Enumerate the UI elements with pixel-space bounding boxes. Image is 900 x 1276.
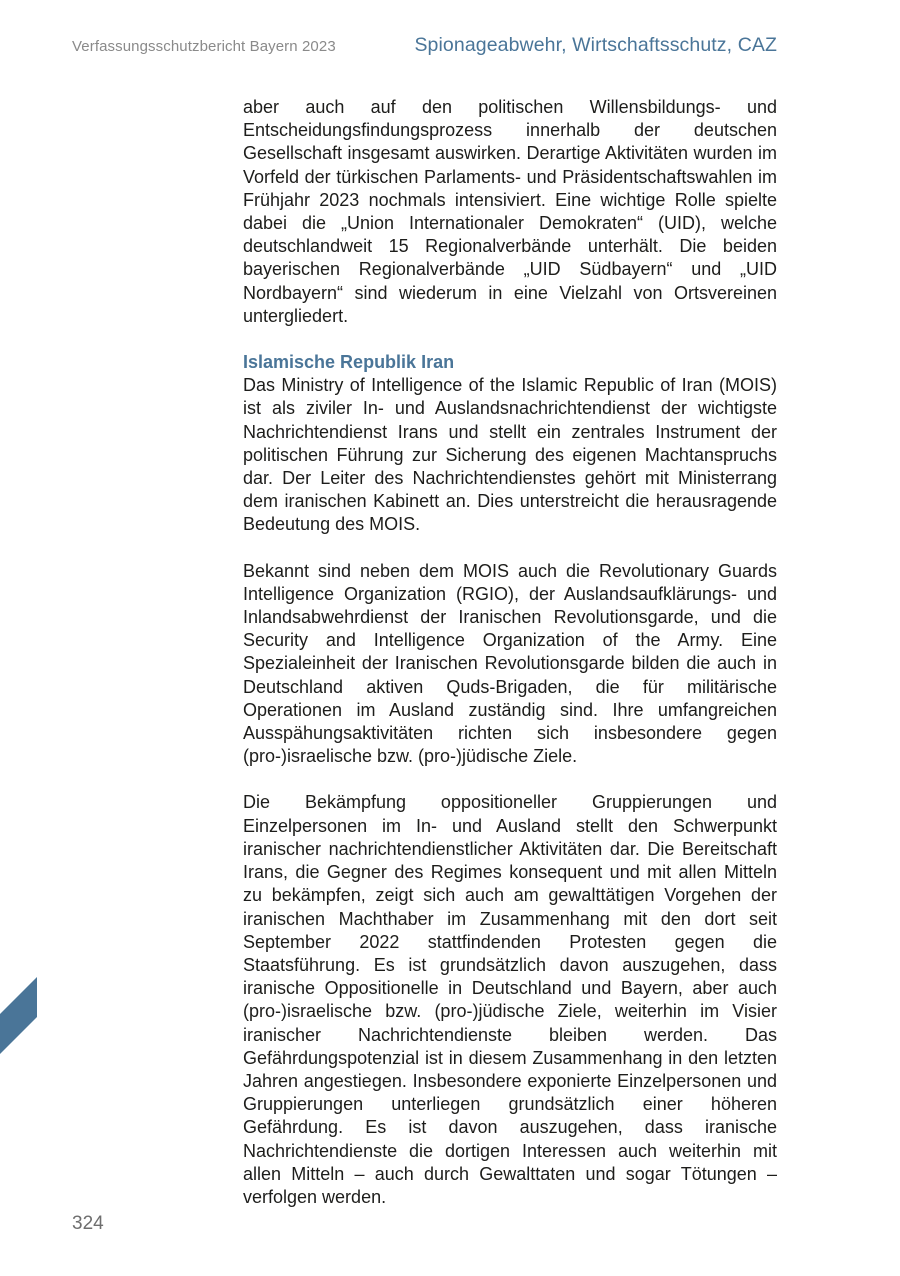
paragraph-rgio: Bekannt sind neben dem MOIS auch die Revolutionary Guards Intelligence Organization (RGIO), der Auslandsaufklärungs- und Inlandsabwehrdienst der Iranischen Revolutionsgarde, und die Security and Intelligence Organization of the Army. Eine Spezialeinheit der Iranischen Revolutionsgarde bilden die auch in Deutschland aktiven Quds-Brigaden, die für militärische Operationen im Ausland zuständig sind. Ihre umfangreichen Ausspähungsaktivitäten richten sich insbesondere gegen (pro-)israelische bzw. (pro-)jüdische Ziele. [243,560,777,767]
paragraph-intro: aber auch auf den politischen Willensbildungs- und Entscheidungsfindungsprozess innerhalb der deutschen Gesellschaft insgesamt auswirken. Derartige Aktivitäten wurden im Vorfeld der türkischen Parlaments- und Präsidentschaftswahlen im Frühjahr 2023 nochmals intensiviert. Eine wichtige Rolle spielte dabei die „Union Internationaler Demokraten“ (UID), welche deutschlandweit 15 Regionalverbände unterhält. Die beiden bayerischen Regionalverbände „UID Südbayern“ und „UID Nordbayern“ sind wiederum in eine Vielzahl von Ortsvereinen untergliedert. [243,97,777,326]
paragraph-opposition: Die Bekämpfung oppositioneller Gruppierungen und Einzelpersonen im In- und Ausland stellt den Schwerpunkt iranischer nachrichtendienstlicher Aktivitäten dar. Die Bereitschaft Irans, die Gegner des Regimes konsequent und mit allen Mitteln zu bekämpfen, zeigt sich auch am gewalttätigen Vorgehen der iranischen Machthaber im Zusammenhang mit den dort seit September 2022 stattfindenden Protesten gegen die Staatsführung. Es ist grundsätzlich davon auszugehen, dass iranische Oppositionelle in Deutschland und Bayern, aber auch (pro-)israelische bzw. (pro-)jüdische Ziele, weiterhin im Visier iranischer Nachrichtendienste bleiben werden. Das Gefährdungspotenzial ist in diesem Zusammenhang in den letzten Jahren angestiegen. Insbesondere exponierte Einzelpersonen und Gruppierungen unterliegen grundsätzlich einer höheren Gefährdung. Es ist davon auszugehen, dass iranische Nachrichtendienste die dortigen Interessen auch weiterhin mit allen Mitteln – auch durch Gewalttaten und sogar Tötungen – verfolgen werden. [243,792,777,1207]
chapter-marker-shape [0,977,37,1054]
main-text [243,96,777,1209]
running-head-section: Spionageabwehr, Wirtschaftsschutz, CAZ [414,34,777,56]
paragraph-mois: Das Ministry of Intelligence of the Islamic Republic of Iran (MOIS) ist als ziviler In- und Auslandsnachrichtendienst der wichtigste Nachrichtendienst Irans und stellt ein zentrales Instrument der politischen Führung zur Sicherung des eigenen Machtanspruchs dar. Der Leiter des Nachrichtendienstes gehört mit Ministerrang dem iranischen Kabinett an. Dies unterstreicht die herausragende Bedeutung des MOIS. [243,375,777,535]
section-heading-iran: Islamische Republik Iran [243,352,455,373]
page-number: 324 [72,1213,104,1234]
running-head-publication: Verfassungsschutzbericht Bayern 2023 [72,38,336,55]
chapter-marker-tab [0,977,37,1054]
